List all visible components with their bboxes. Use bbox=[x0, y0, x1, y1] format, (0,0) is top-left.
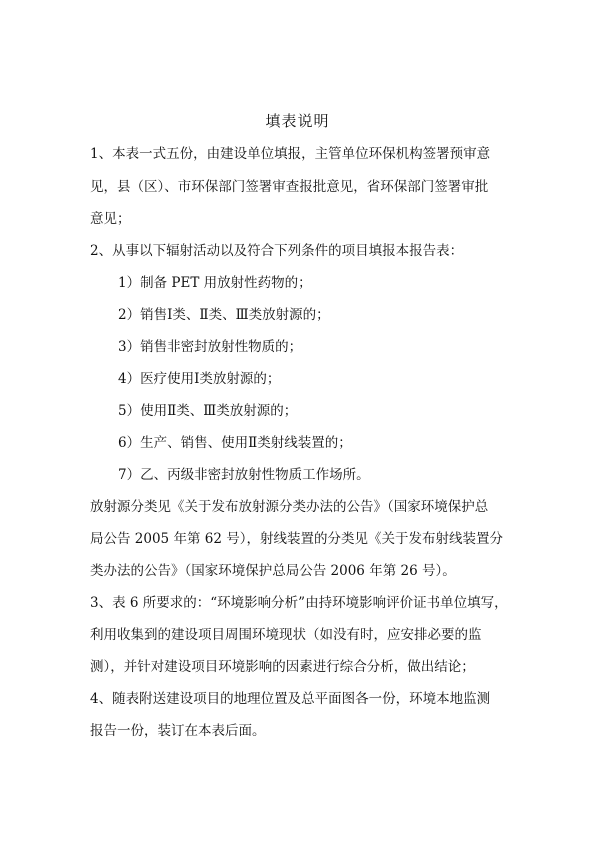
paragraph-line: 利用收集到的建设项目周围环境现状（如没有时，应安排必要的监 bbox=[90, 627, 482, 643]
list-item: 2）销售Ⅰ类、Ⅱ类、Ⅲ类放射源的； bbox=[118, 307, 330, 323]
list-item: 3）销售非密封放射性物质的； bbox=[118, 339, 303, 355]
paragraph-line: 类办法的公告》（国家环境保护总局公告 2006 年第 26 号）。 bbox=[90, 563, 456, 579]
paragraph-line: 报告一份，装订在本表后面。 bbox=[90, 723, 266, 739]
list-item: 6）生产、销售、使用Ⅱ类射线装置的； bbox=[118, 435, 352, 451]
paragraph-line: 局公告 2005 年第 62 号），射线装置的分类见《关于发布射线装置分 bbox=[90, 531, 503, 547]
paragraph-line: 3、表 6 所要求的：“环境影响分析”由持环境影响评价证书单位填写， bbox=[90, 595, 508, 611]
paragraph-line: 放射源分类见《关于发布放射源分类办法的公告》（国家环境保护总 bbox=[90, 499, 489, 515]
list-item: 1）制备 PET 用放射性药物的； bbox=[118, 275, 312, 291]
list-item: 7）乙、丙级非密封放射性物质工作场所。 bbox=[118, 467, 370, 483]
paragraph-line: 见，县（区）、市环保部门签署审查报批意见，省环保部门签署审批 bbox=[90, 179, 489, 195]
paragraph-line: 2、从事以下辐射活动以及符合下列条件的项目填报本报告表： bbox=[90, 243, 464, 259]
paragraph-line: 1、本表一式五份，由建设单位填报，主管单位环保机构签署预审意 bbox=[90, 146, 491, 162]
list-item: 4）医疗使用Ⅰ类放射源的； bbox=[118, 371, 281, 387]
paragraph-line: 4、随表附送建设项目的地理位置及总平面图各一份，环境本地监测 bbox=[90, 691, 491, 707]
page-title: 填表说明 bbox=[265, 112, 330, 130]
paragraph-line: 意见； bbox=[90, 211, 131, 227]
list-item: 5）使用Ⅱ类、Ⅲ类放射源的； bbox=[118, 403, 298, 419]
paragraph-line: 测），并针对建设项目环境影响的因素进行综合分析，做出结论； bbox=[90, 659, 475, 675]
